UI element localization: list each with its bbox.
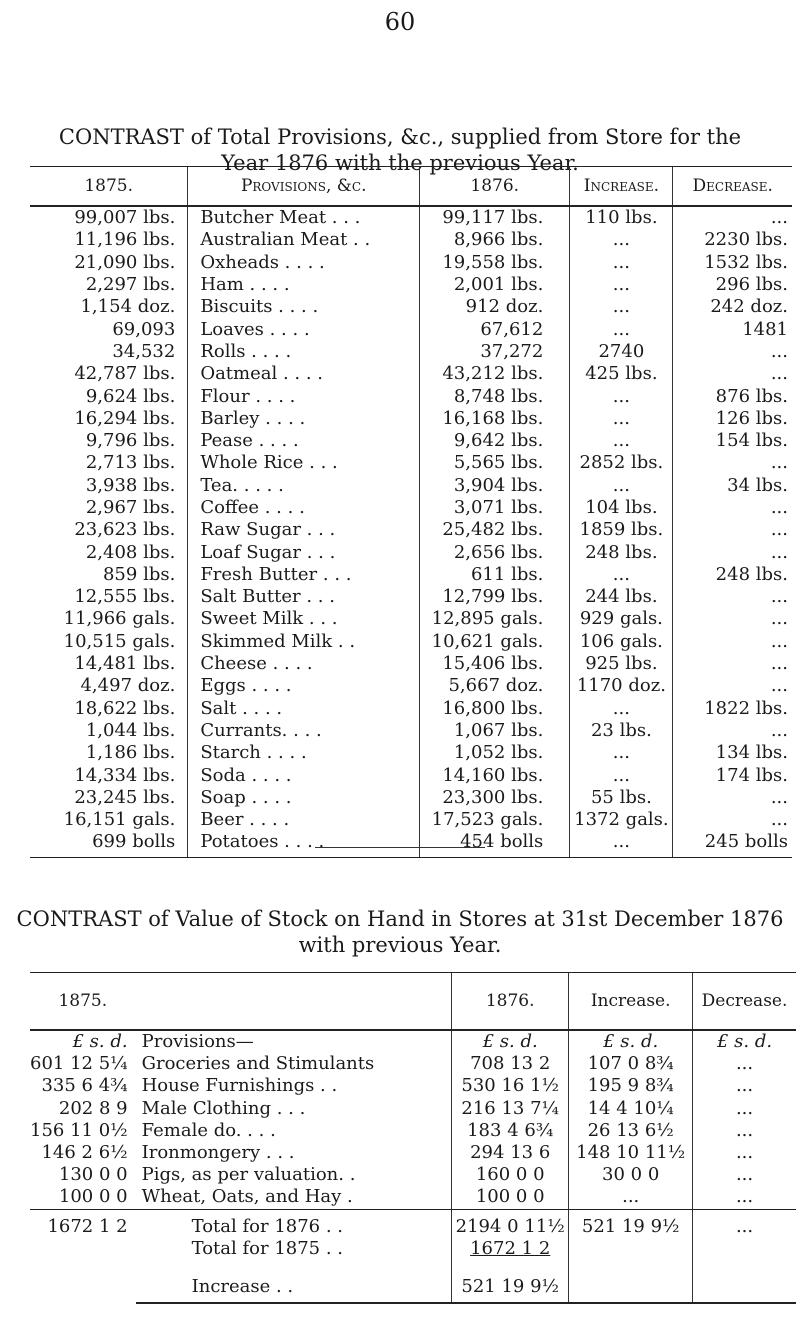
increase: 30 0 0	[569, 1164, 693, 1186]
qty-1875: 23,245 lbs.	[74, 786, 176, 808]
total-1875-label: Total for 1875 . .	[191, 1237, 344, 1259]
qty-1876: 1,067 lbs.	[420, 720, 570, 742]
decrease: 126 lbs.	[673, 408, 792, 430]
provision-row	[30, 720, 792, 742]
provision-row	[30, 363, 792, 385]
increase: 195 9 8¾	[569, 1075, 693, 1097]
decrease: 245 bolls	[673, 831, 792, 857]
item-name: Salt . . . .	[188, 698, 420, 720]
item-name: Beer . . . .	[188, 809, 420, 831]
total-1876-row	[30, 1209, 796, 1238]
decrease: ...	[673, 608, 792, 630]
item-name: Potatoes . . . .	[188, 831, 420, 857]
item-name: Flour . . . .	[188, 385, 420, 407]
qty-1875: 2,713 lbs.	[85, 452, 176, 474]
increase-row	[30, 1260, 796, 1303]
qty-1876: 1,052 lbs.	[420, 742, 570, 764]
increase: 1170 doz.	[570, 675, 673, 697]
increase: ...	[570, 475, 673, 497]
increase: ...	[570, 564, 673, 586]
decrease: 2230 lbs.	[673, 229, 792, 251]
decrease: ...	[693, 1053, 796, 1075]
category-name: Groceries and Stimulants	[141, 1053, 375, 1075]
value-1876: 294 13 6	[452, 1142, 569, 1164]
increase: ...	[570, 252, 673, 274]
table2-title-line1: CONTRAST of Value of Stock on Hand in Stores at 31st December 1876	[16, 907, 784, 931]
decrease: ...	[673, 631, 792, 653]
provision-row	[30, 296, 792, 318]
provision-row	[30, 675, 792, 697]
decrease: 1822 lbs.	[673, 698, 792, 720]
header-increase: Increase.	[570, 167, 673, 207]
increase: 929 gals.	[570, 608, 673, 630]
value-1875: 202 8 9	[58, 1097, 128, 1119]
increase: ...	[570, 296, 673, 318]
increase: 1372 gals.	[570, 809, 673, 831]
decrease: 34 lbs.	[673, 475, 792, 497]
value-1876: 160 0 0	[452, 1164, 569, 1186]
units-1876: £ s. d.	[452, 1030, 569, 1053]
total-decrease: ...	[693, 1209, 796, 1238]
qty-1876: 17,523 gals.	[420, 809, 570, 831]
page-number: 60	[384, 8, 416, 36]
qty-1875: 23,623 lbs.	[74, 519, 176, 541]
decrease: ...	[693, 1098, 796, 1120]
total-1876-value: 2194 0 11½	[452, 1209, 569, 1238]
qty-1876: 16,168 lbs.	[420, 408, 570, 430]
provision-row	[30, 430, 792, 452]
total-1875-row	[30, 1238, 796, 1260]
increase: 107 0 8¾	[569, 1053, 693, 1075]
provision-row	[30, 341, 792, 363]
decrease: ...	[673, 341, 792, 363]
provision-row	[30, 809, 792, 831]
decrease: ...	[673, 497, 792, 519]
provision-row	[30, 608, 792, 630]
increase: ...	[570, 742, 673, 764]
provision-row	[30, 519, 792, 541]
increase: 104 lbs.	[570, 497, 673, 519]
qty-1876: 611 lbs.	[420, 564, 570, 586]
qty-1876: 67,612	[420, 318, 570, 340]
decrease: 134 lbs.	[673, 742, 792, 764]
increase: 23 lbs.	[570, 720, 673, 742]
increase: 14 4 10¼	[569, 1098, 693, 1120]
increase: ...	[570, 408, 673, 430]
item-name: Eggs . . . .	[188, 675, 420, 697]
qty-1875: 11,966 gals.	[63, 608, 176, 630]
decrease: 174 lbs.	[673, 764, 792, 786]
increase: 106 gals.	[570, 631, 673, 653]
decrease: ...	[673, 675, 792, 697]
decrease: ...	[693, 1164, 796, 1186]
category-name: House Furnishings . .	[141, 1075, 338, 1097]
header-blank	[136, 973, 452, 1031]
qty-1875: 10,515 gals.	[63, 630, 176, 652]
qty-1875: 2,967 lbs.	[85, 497, 176, 518]
decrease: ...	[673, 363, 792, 385]
item-name: Starch . . . .	[188, 742, 420, 764]
table1-title-line2: Year 1876 with the previous Year.	[221, 151, 579, 175]
qty-1876: 9,642 lbs.	[420, 430, 570, 452]
stock-value-table	[30, 972, 796, 1304]
provision-row	[30, 229, 792, 251]
provision-row	[30, 787, 792, 809]
units-1875: £ s. d.	[72, 1031, 128, 1053]
header-1876: 1876.	[452, 973, 569, 1031]
qty-1875: 1,154 doz.	[80, 296, 176, 318]
item-name: Loaves . . . .	[188, 318, 420, 340]
provision-row	[30, 475, 792, 497]
qty-1876: 15,406 lbs.	[420, 653, 570, 675]
units-row	[30, 1030, 796, 1053]
item-name: Tea. . . . .	[188, 475, 420, 497]
qty-1876: 25,482 lbs.	[420, 519, 570, 541]
decrease: 154 lbs.	[673, 430, 792, 452]
qty-1875: 16,294 lbs.	[74, 407, 176, 429]
stock-row	[30, 1098, 796, 1120]
stock-row	[30, 1186, 796, 1209]
stock-header-row	[30, 973, 796, 1031]
qty-1875: 11,196 lbs.	[74, 229, 176, 251]
decrease: 242 doz.	[673, 296, 792, 318]
qty-1875: 2,408 lbs.	[85, 541, 176, 563]
qty-1875: 9,624 lbs.	[85, 385, 176, 407]
total-1875-left: 1672 1 2	[47, 1215, 128, 1237]
total-1876-label: Total for 1876 . .	[191, 1215, 344, 1237]
table2-title-line2: with previous Year.	[298, 933, 502, 957]
provision-row	[30, 653, 792, 675]
provision-row	[30, 206, 792, 229]
increase: 55 lbs.	[570, 787, 673, 809]
provision-row	[30, 831, 792, 857]
decrease: ...	[673, 809, 792, 831]
increase: 925 lbs.	[570, 653, 673, 675]
category-name: Male Clothing . . .	[141, 1097, 306, 1119]
decrease: ...	[673, 541, 792, 563]
value-1876: 100 0 0	[452, 1186, 569, 1209]
increase: 110 lbs.	[570, 206, 673, 229]
provision-row	[30, 541, 792, 563]
decrease: ...	[673, 653, 792, 675]
provisions-table	[30, 166, 792, 858]
header-decrease: Decrease.	[673, 167, 792, 207]
qty-1876: 5,667 doz.	[420, 675, 570, 697]
item-name: Ham . . . .	[188, 274, 420, 296]
item-name: Salt Butter . . .	[188, 586, 420, 608]
item-name: Raw Sugar . . .	[188, 519, 420, 541]
decrease: 876 lbs.	[673, 385, 792, 407]
table2-title	[0, 906, 800, 958]
qty-1876: 19,558 lbs.	[420, 252, 570, 274]
item-name: Soda . . . .	[188, 764, 420, 786]
total-1875-value: 1672 1 2	[452, 1238, 569, 1260]
qty-1876: 2,656 lbs.	[420, 541, 570, 563]
decrease: ...	[693, 1142, 796, 1164]
item-name: Biscuits . . . .	[188, 296, 420, 318]
decrease: ...	[673, 586, 792, 608]
qty-1876: 99,117 lbs.	[420, 206, 570, 229]
decrease: ...	[673, 787, 792, 809]
value-1875: 100 0 0	[30, 1186, 136, 1209]
increase: ...	[570, 274, 673, 296]
increase: ...	[569, 1186, 693, 1209]
decrease: 248 lbs.	[673, 564, 792, 586]
qty-1876: 2,001 lbs.	[420, 274, 570, 296]
qty-1875: 1,044 lbs.	[85, 719, 176, 741]
header-1876: 1876.	[420, 167, 570, 207]
item-name: Cheese . . . .	[188, 653, 420, 675]
item-name: Soap . . . .	[188, 787, 420, 809]
table1-title-line1: CONTRAST of Total Provisions, &c., supplied from Store for the	[58, 125, 742, 149]
value-1876: 183 4 6¾	[452, 1120, 569, 1142]
stock-row	[30, 1164, 796, 1186]
item-name: Skimmed Milk . .	[188, 631, 420, 653]
increase: ...	[570, 385, 673, 407]
increase: 2740	[570, 341, 673, 363]
qty-1876: 8,966 lbs.	[420, 229, 570, 251]
decrease: ...	[673, 206, 792, 229]
stock-row	[30, 1075, 796, 1097]
header-decrease: Decrease.	[693, 973, 796, 1031]
qty-1875: 859 lbs.	[102, 563, 176, 585]
provision-row	[30, 408, 792, 430]
provision-row	[30, 742, 792, 764]
category-name: Ironmongery . . .	[141, 1142, 295, 1164]
qty-1875: 16,151 gals.	[63, 809, 176, 831]
qty-1876: 12,895 gals.	[420, 608, 570, 630]
provision-row	[30, 564, 792, 586]
total-increase: 521 19 9½	[569, 1209, 693, 1238]
units-increase: £ s. d.	[569, 1030, 693, 1053]
qty-1876: 10,621 gals.	[420, 631, 570, 653]
qty-1875: 18,622 lbs.	[74, 697, 176, 719]
qty-1876: 23,300 lbs.	[420, 787, 570, 809]
units-decrease: £ s. d.	[693, 1030, 796, 1053]
category-name: Female do. . . .	[141, 1119, 276, 1141]
decrease: 1481	[673, 318, 792, 340]
qty-1876: 912 doz.	[420, 296, 570, 318]
value-1875: 156 11 0½	[30, 1119, 128, 1141]
decrease: ...	[693, 1075, 796, 1097]
provision-row	[30, 586, 792, 608]
qty-1875: 12,555 lbs.	[74, 586, 176, 608]
provisions-header-row	[30, 167, 792, 207]
decrease: ...	[673, 452, 792, 474]
increase: 425 lbs.	[570, 363, 673, 385]
increase: ...	[570, 764, 673, 786]
value-1876: 216 13 7¼	[452, 1098, 569, 1120]
section-divider	[315, 847, 485, 848]
qty-1876: 8,748 lbs.	[420, 385, 570, 407]
increase: 26 13 6½	[569, 1120, 693, 1142]
value-1875: 601 12 5¼	[30, 1053, 128, 1075]
qty-1876: 5,565 lbs.	[420, 452, 570, 474]
item-name: Oxheads . . . .	[188, 252, 420, 274]
header-increase: Increase.	[569, 973, 693, 1031]
stock-row	[30, 1053, 796, 1075]
provision-row	[30, 497, 792, 519]
increase: 248 lbs.	[570, 541, 673, 563]
value-1875: 146 2 6½	[41, 1142, 128, 1164]
provision-row	[30, 252, 792, 274]
provision-row	[30, 631, 792, 653]
increase: 148 10 11½	[569, 1142, 693, 1164]
qty-1875: 99,007 lbs.	[74, 207, 176, 229]
qty-1875: 4,497 doz.	[80, 675, 176, 697]
item-name: Rolls . . . .	[188, 341, 420, 363]
decrease: ...	[693, 1186, 796, 1209]
increase: ...	[570, 318, 673, 340]
increase-value: 521 19 9½	[452, 1260, 569, 1303]
value-1875: 335 6 4¾	[41, 1075, 128, 1097]
item-name: Coffee . . . .	[188, 497, 420, 519]
decrease: 1532 lbs.	[673, 252, 792, 274]
qty-1876: 16,800 lbs.	[420, 698, 570, 720]
qty-1875: 14,481 lbs.	[74, 653, 176, 675]
qty-1875: 2,297 lbs.	[85, 274, 176, 296]
decrease: ...	[673, 519, 792, 541]
qty-1875: 34,532	[112, 340, 176, 362]
provision-row	[30, 764, 792, 786]
header-1875: 1875.	[30, 167, 188, 207]
qty-1876: 37,272	[420, 341, 570, 363]
provision-row	[30, 385, 792, 407]
qty-1875: 14,334 lbs.	[74, 764, 176, 786]
item-name: Barley . . . .	[188, 408, 420, 430]
decrease: ...	[693, 1120, 796, 1142]
increase: ...	[570, 698, 673, 720]
increase: 1859 lbs.	[570, 519, 673, 541]
qty-1876: 14,160 lbs.	[420, 764, 570, 786]
category-name: Pigs, as per valuation. .	[141, 1164, 356, 1186]
qty-1875: 1,186 lbs.	[85, 742, 176, 764]
qty-1875: 69,093	[112, 318, 176, 340]
header-1875: 1875.	[30, 973, 136, 1031]
provisions-label: Provisions—	[141, 1031, 254, 1053]
qty-1876: 3,904 lbs.	[420, 475, 570, 497]
decrease: ...	[673, 720, 792, 742]
item-name: Loaf Sugar . . .	[188, 541, 420, 563]
value-1876: 530 16 1½	[452, 1075, 569, 1097]
qty-1876: 12,799 lbs.	[420, 586, 570, 608]
provision-row	[30, 452, 792, 474]
decrease: 296 lbs.	[673, 274, 792, 296]
category-name: Wheat, Oats, and Hay .	[136, 1186, 452, 1209]
item-name: Currants. . . .	[188, 720, 420, 742]
value-1876: 708 13 2	[452, 1053, 569, 1075]
provision-row	[30, 698, 792, 720]
qty-1875: 3,938 lbs.	[85, 474, 176, 496]
increase: ...	[570, 229, 673, 251]
item-name: Butcher Meat . . .	[188, 206, 420, 229]
qty-1875: 21,090 lbs.	[74, 251, 176, 273]
provision-row	[30, 318, 792, 340]
item-name: Fresh Butter . . .	[188, 564, 420, 586]
item-name: Australian Meat . .	[188, 229, 420, 251]
increase: ...	[570, 430, 673, 452]
qty-1876: 454 bolls	[420, 831, 570, 857]
qty-1875: 699 bolls	[30, 831, 188, 857]
stock-row	[30, 1142, 796, 1164]
item-name: Oatmeal . . . .	[188, 363, 420, 385]
increase-label: Increase . .	[136, 1260, 452, 1303]
qty-1875: 42,787 lbs.	[74, 363, 176, 385]
increase: ...	[570, 831, 673, 857]
value-1875: 130 0 0	[58, 1164, 128, 1186]
item-name: Sweet Milk . . .	[188, 608, 420, 630]
increase: 244 lbs.	[570, 586, 673, 608]
header-provisions: Provisions, &c.	[188, 167, 420, 207]
qty-1875: 9,796 lbs.	[85, 430, 176, 452]
qty-1876: 3,071 lbs.	[420, 497, 570, 519]
item-name: Whole Rice . . .	[188, 452, 420, 474]
increase: 2852 lbs.	[570, 452, 673, 474]
qty-1876: 43,212 lbs.	[420, 363, 570, 385]
provision-row	[30, 274, 792, 296]
item-name: Pease . . . .	[188, 430, 420, 452]
stock-row	[30, 1120, 796, 1142]
